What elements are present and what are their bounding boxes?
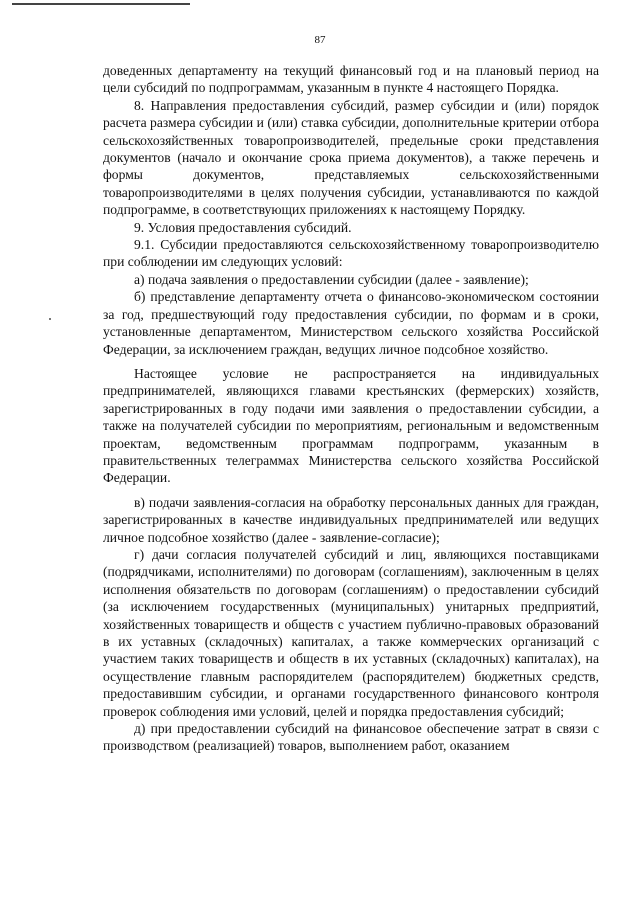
top-rule [12, 3, 190, 5]
paragraph-condition-g: г) дачи согласия получателей субсидий и лиц, являющихся поставщиками (подрядчиками, исполнителями) по договорам (соглашениям), заключенным в целях исполнения обязательств по договорам (соглашениям) о предоставлении субсидий (за исключением государственных (муниципальных) унитарных предприятий, хозяйственных товариществ и обществ с участием публично-правовых образований в их уставных (складочных) капиталах, а также коммерческих организаций с участием таких товариществ и обществ в их уставных (складочных) капиталах), на осуществление главным распорядителем (распорядителем) бюджетных средств, предоставившим субсидии, и органами государственного финансового контроля проверок соблюдения ими условий, целей и порядка предоставления субсидий; [103, 546, 599, 719]
paragraph-condition-d: д) при предоставлении субсидий на финансовое обеспечение затрат в связи с производством (реализацией) товаров, выполнением работ, оказанием [103, 721, 599, 754]
margin-mark [49, 318, 51, 320]
paragraph-continuation: доведенных департаменту на текущий финансовый год и на плановый период на цели субсидий по подпрограммам, указанным в пункте 4 настоящего Порядка. [103, 63, 599, 96]
page-number: 87 [314, 34, 326, 46]
paragraph-condition-a: а) подача заявления о предоставлении субсидии (далее - заявление); [134, 271, 529, 287]
document-body [103, 62, 599, 755]
paragraph-clause-8: 8. Направления предоставления субсидий, размер субсидии и (или) порядок расчета размера субсидии и (или) ставка субсидии, дополнительные критерии отбора сельскохозяйственных товаропроизводителей, предельные сроки представления документов (начало и окончание срока приема документов), а также перечень и формы документов, представляемых сельскохозяйственными товаропроизводителями в целях получения субсидии, устанавливаются по каждой подпрограмме, в соответствующих приложениях к настоящему Порядку. [103, 97, 599, 218]
paragraph-clause-9-heading: 9. Условия предоставления субсидий. [134, 219, 352, 235]
paragraph-condition-b-note: Настоящее условие не распространяется на индивидуальных предпринимателей, являющихся главами крестьянских (фермерских) хозяйств, зарегистрированных в году подачи ими заявления о предоставлении субсидии, а также на получателей субсидии по мероприятиям, региональным и ведомственным проектам, ведомственным программам подпрограмм, указанным в правительственных телеграммах Министерства сельского хозяйства Российской Федерации. [103, 365, 599, 486]
paragraph-clause-9-1: 9.1. Субсидии предоставляются сельскохозяйственному товаропроизводителю при соблюдении им следующих условий: [103, 237, 599, 270]
paragraph-condition-b: б) представление департаменту отчета о финансово-экономическом состоянии за год, предшествующий году предоставления субсидии, по формам и в сроки, установленные департаментом, Министерством сельского хозяйства Российской Федерации, за исключением граждан, ведущих личное подсобное хозяйство. [103, 289, 599, 357]
paragraph-condition-v: в) подачи заявления-согласия на обработку персональных данных для граждан, зарегистрированных в качестве индивидуальных предпринимателей или ведущих личное подсобное хозяйство (далее - заявление-согласие); [103, 494, 599, 545]
